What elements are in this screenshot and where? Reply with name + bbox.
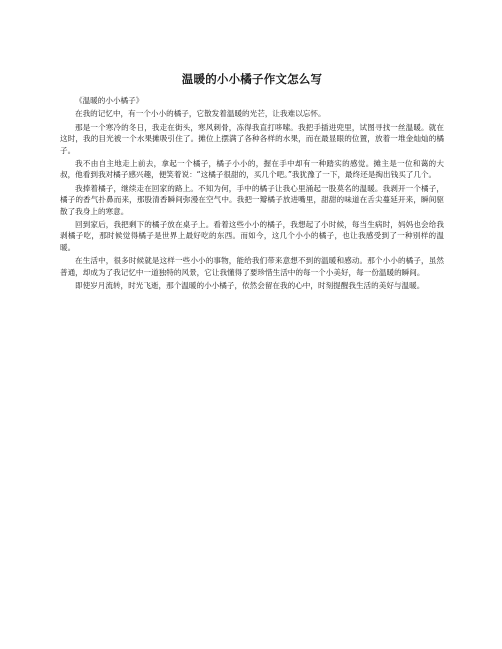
paragraph-3: 我不由自主地走上前去，拿起一个橘子，橘子小小的，握在手中却有一种踏实的感觉。摊主是一位和蔼的大叔，他看到我对橘子感兴趣，便笑着说：“这橘子很甜的，买几个吧。”我犹豫了一下，最终还是掏出钱买了几个。 (60, 159, 444, 180)
document-title: 温暖的小小橘子作文怎么写 (181, 72, 323, 86)
paragraph-5: 回到家后，我把剩下的橘子放在桌子上。看着这些小小的橘子，我想起了小时候，每当生病时，妈妈也会给我剥橘子吃，那时候觉得橘子是世界上最好吃的东西。而如今，这几个小小的橘子，也让我感受到了一种别样的温暖。 (60, 220, 444, 252)
document-page (60, 72, 444, 294)
essay-subtitle: 《温暖的小小橘子》 (75, 96, 144, 105)
paragraph-2: 那是一个寒冷的冬日，我走在街头，寒风刺骨，冻得我直打哆嗦。我把手插进兜里，试图寻找一丝温暖。就在这时，我的目光被一个水果摊吸引住了。摊位上摆满了各种各样的水果，而在最显眼的位置，放着一堆金灿灿的橘子。 (60, 122, 444, 155)
paragraph-6: 在生活中，很多时候就是这样一些小小的事物，能给我们带来意想不到的温暖和感动。那个小小的橘子，虽然普通，却成为了我记忆中一道独特的风景，它让我懂得了要珍惜生活中的每一个小美好，每一份温暖的瞬间。 (60, 256, 444, 277)
paragraph-4: 我捧着橘子，继续走在回家的路上。不知为何，手中的橘子让我心里涌起一股莫名的温暖。我剥开一个橘子，橘子的香气扑鼻而来，那股清香瞬间弥漫在空气中。我把一瓣橘子放进嘴里，甜甜的味道在舌尖蔓延开来，瞬间驱散了我身上的寒意。 (60, 183, 444, 216)
paragraph-1: 在我的记忆中，有一个小小的橘子，它散发着温暖的光芒，让我难以忘怀。 (75, 109, 326, 119)
paragraph-7: 即使岁月流转，时光飞逝，那个温暖的小小橘子，依然会留在我的心中，时刻提醒我生活的美好与温暖。 (75, 281, 425, 291)
